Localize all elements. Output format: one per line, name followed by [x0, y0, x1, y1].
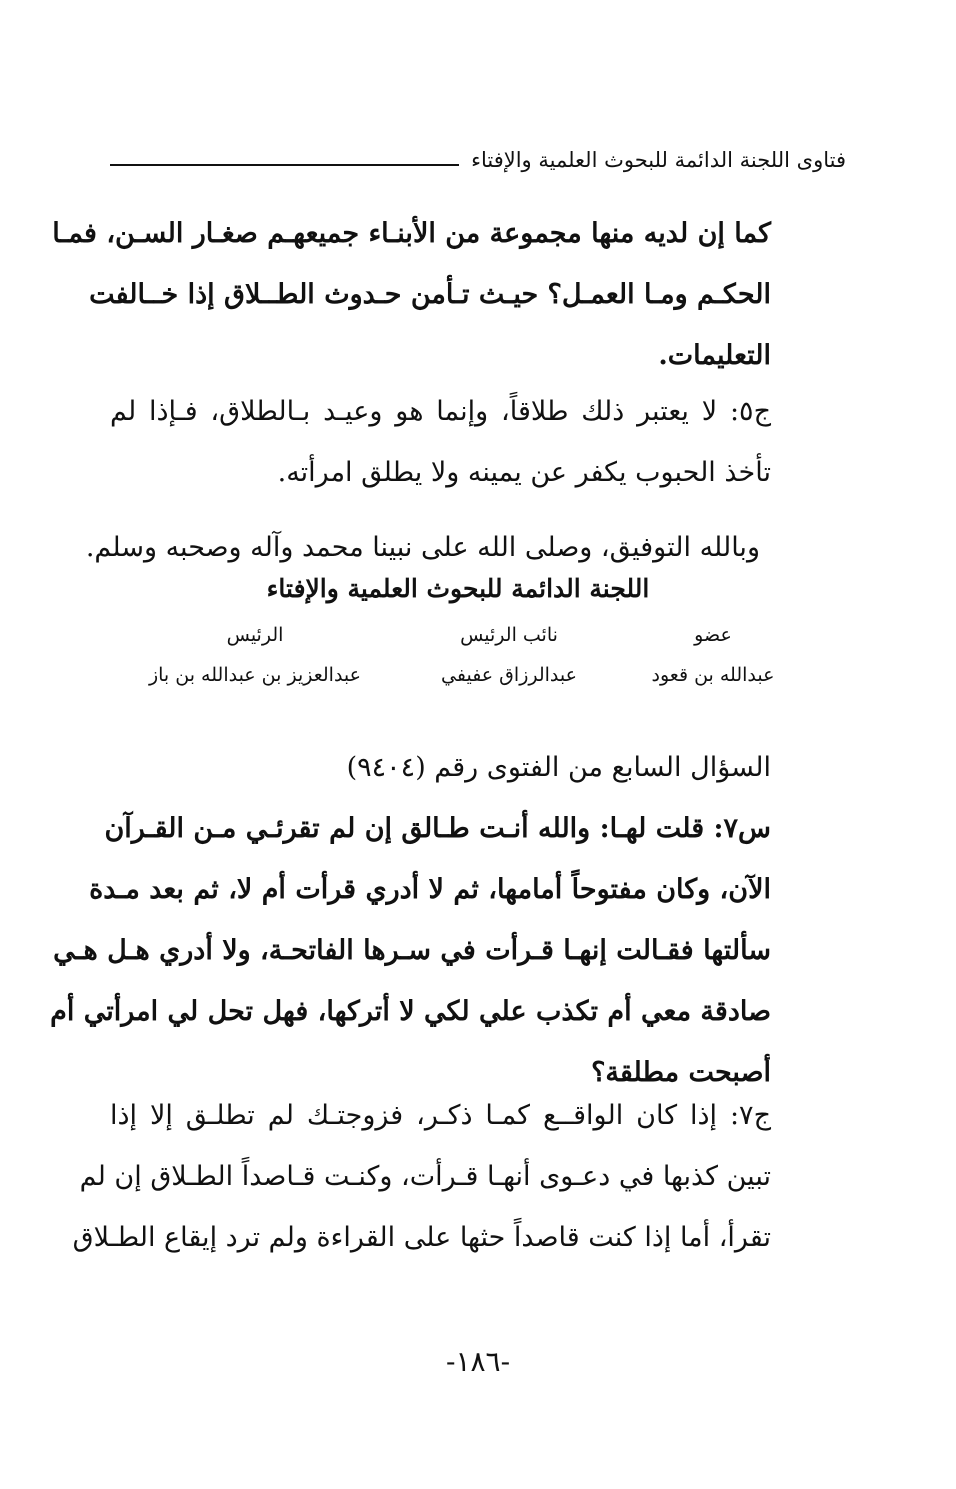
text-line: أصبحت مطلقة؟	[591, 1057, 771, 1088]
answer-5	[110, 381, 771, 503]
member-name: عبدالرزاق عفيفي	[441, 664, 577, 686]
text-line: س٧: قلت لهـا: والله أنـت طـالق إن لم تقرئـي مـن القـرآن	[104, 813, 771, 844]
text-line: تأخذ الحبوب يكفر عن يمينه ولا يطلق امرأته.	[277, 457, 771, 488]
text-line: سألتها فقـالت إنهـا قـرأت في سـرها الفاتحـة، ولا أدري هـل هـي	[53, 935, 771, 966]
member-name: عبدالله بن قعود	[651, 664, 775, 686]
answer-7	[72, 1085, 771, 1268]
question-7	[50, 798, 771, 1103]
signature-roles-row	[140, 624, 778, 646]
text-line: السؤال السابع من الفتوى رقم (٩٤٠٤)	[346, 752, 771, 783]
signatures-block	[140, 624, 778, 686]
text-line: صادقة معي أم تكذب علي لكي لا أتركها، فهل تحل لي امرأتي أم	[50, 996, 771, 1027]
text-line: ج٧: إذا كان الواقــع كمـا ذكـر، فزوجتـك لم تطلـق إلا إذا	[110, 1100, 771, 1131]
text-line: تبين كذبها في دعـوى أنهـا قـرأت، وكنـت قـاصداً الطـلاق إن لم	[79, 1161, 771, 1192]
text-line: الآن، وكان مفتوحاً أمامها، ثم لا أدري قرأت أم لا، ثم بعد مـدة	[89, 874, 771, 905]
question-continuation	[52, 203, 771, 386]
member-role: الرئيس	[226, 624, 284, 646]
closing-prayer	[85, 517, 760, 578]
member-role: عضو	[694, 624, 732, 646]
committee-heading: اللجنة الدائمة للبحوث العلمية والإفتاء	[266, 574, 650, 603]
signature-names-row	[140, 664, 778, 686]
header-rule	[110, 164, 459, 166]
text-line: التعليمات.	[658, 340, 771, 371]
text-line: ج٥: لا يعتبر ذلك طلاقاً، وإنما هو وعيـد بـالطلاق، فـإذا لم	[110, 396, 771, 427]
text-line: وبالله التوفيق، وصلى الله على نبينا محمد وآله وصحبه وسلم.	[85, 532, 760, 563]
text-line: الحكـم ومـا العمـل؟ حيـث تـأمن حـدوث الطــلاق إذا خــالفت	[89, 279, 771, 310]
member-name: عبدالعزيز بن عبدالله بن باز	[148, 664, 362, 686]
header-title: فتاوى اللجنة الدائمة للبحوث العلمية والإفتاء	[471, 148, 846, 172]
member-role: نائب الرئيس	[460, 624, 558, 646]
fatwa-reference	[110, 737, 771, 798]
text-line: كما إن لديه منها مجموعة من الأبنـاء جميعهـم صغـار السـن، فمـا	[52, 218, 771, 249]
page-number: -١٨٦-	[445, 1345, 511, 1378]
running-header	[110, 140, 846, 180]
text-line: تقرأ، أما إذا كنت قاصداً حثها على القراءة ولم ترد إيقاع الطـلاق	[72, 1222, 771, 1253]
